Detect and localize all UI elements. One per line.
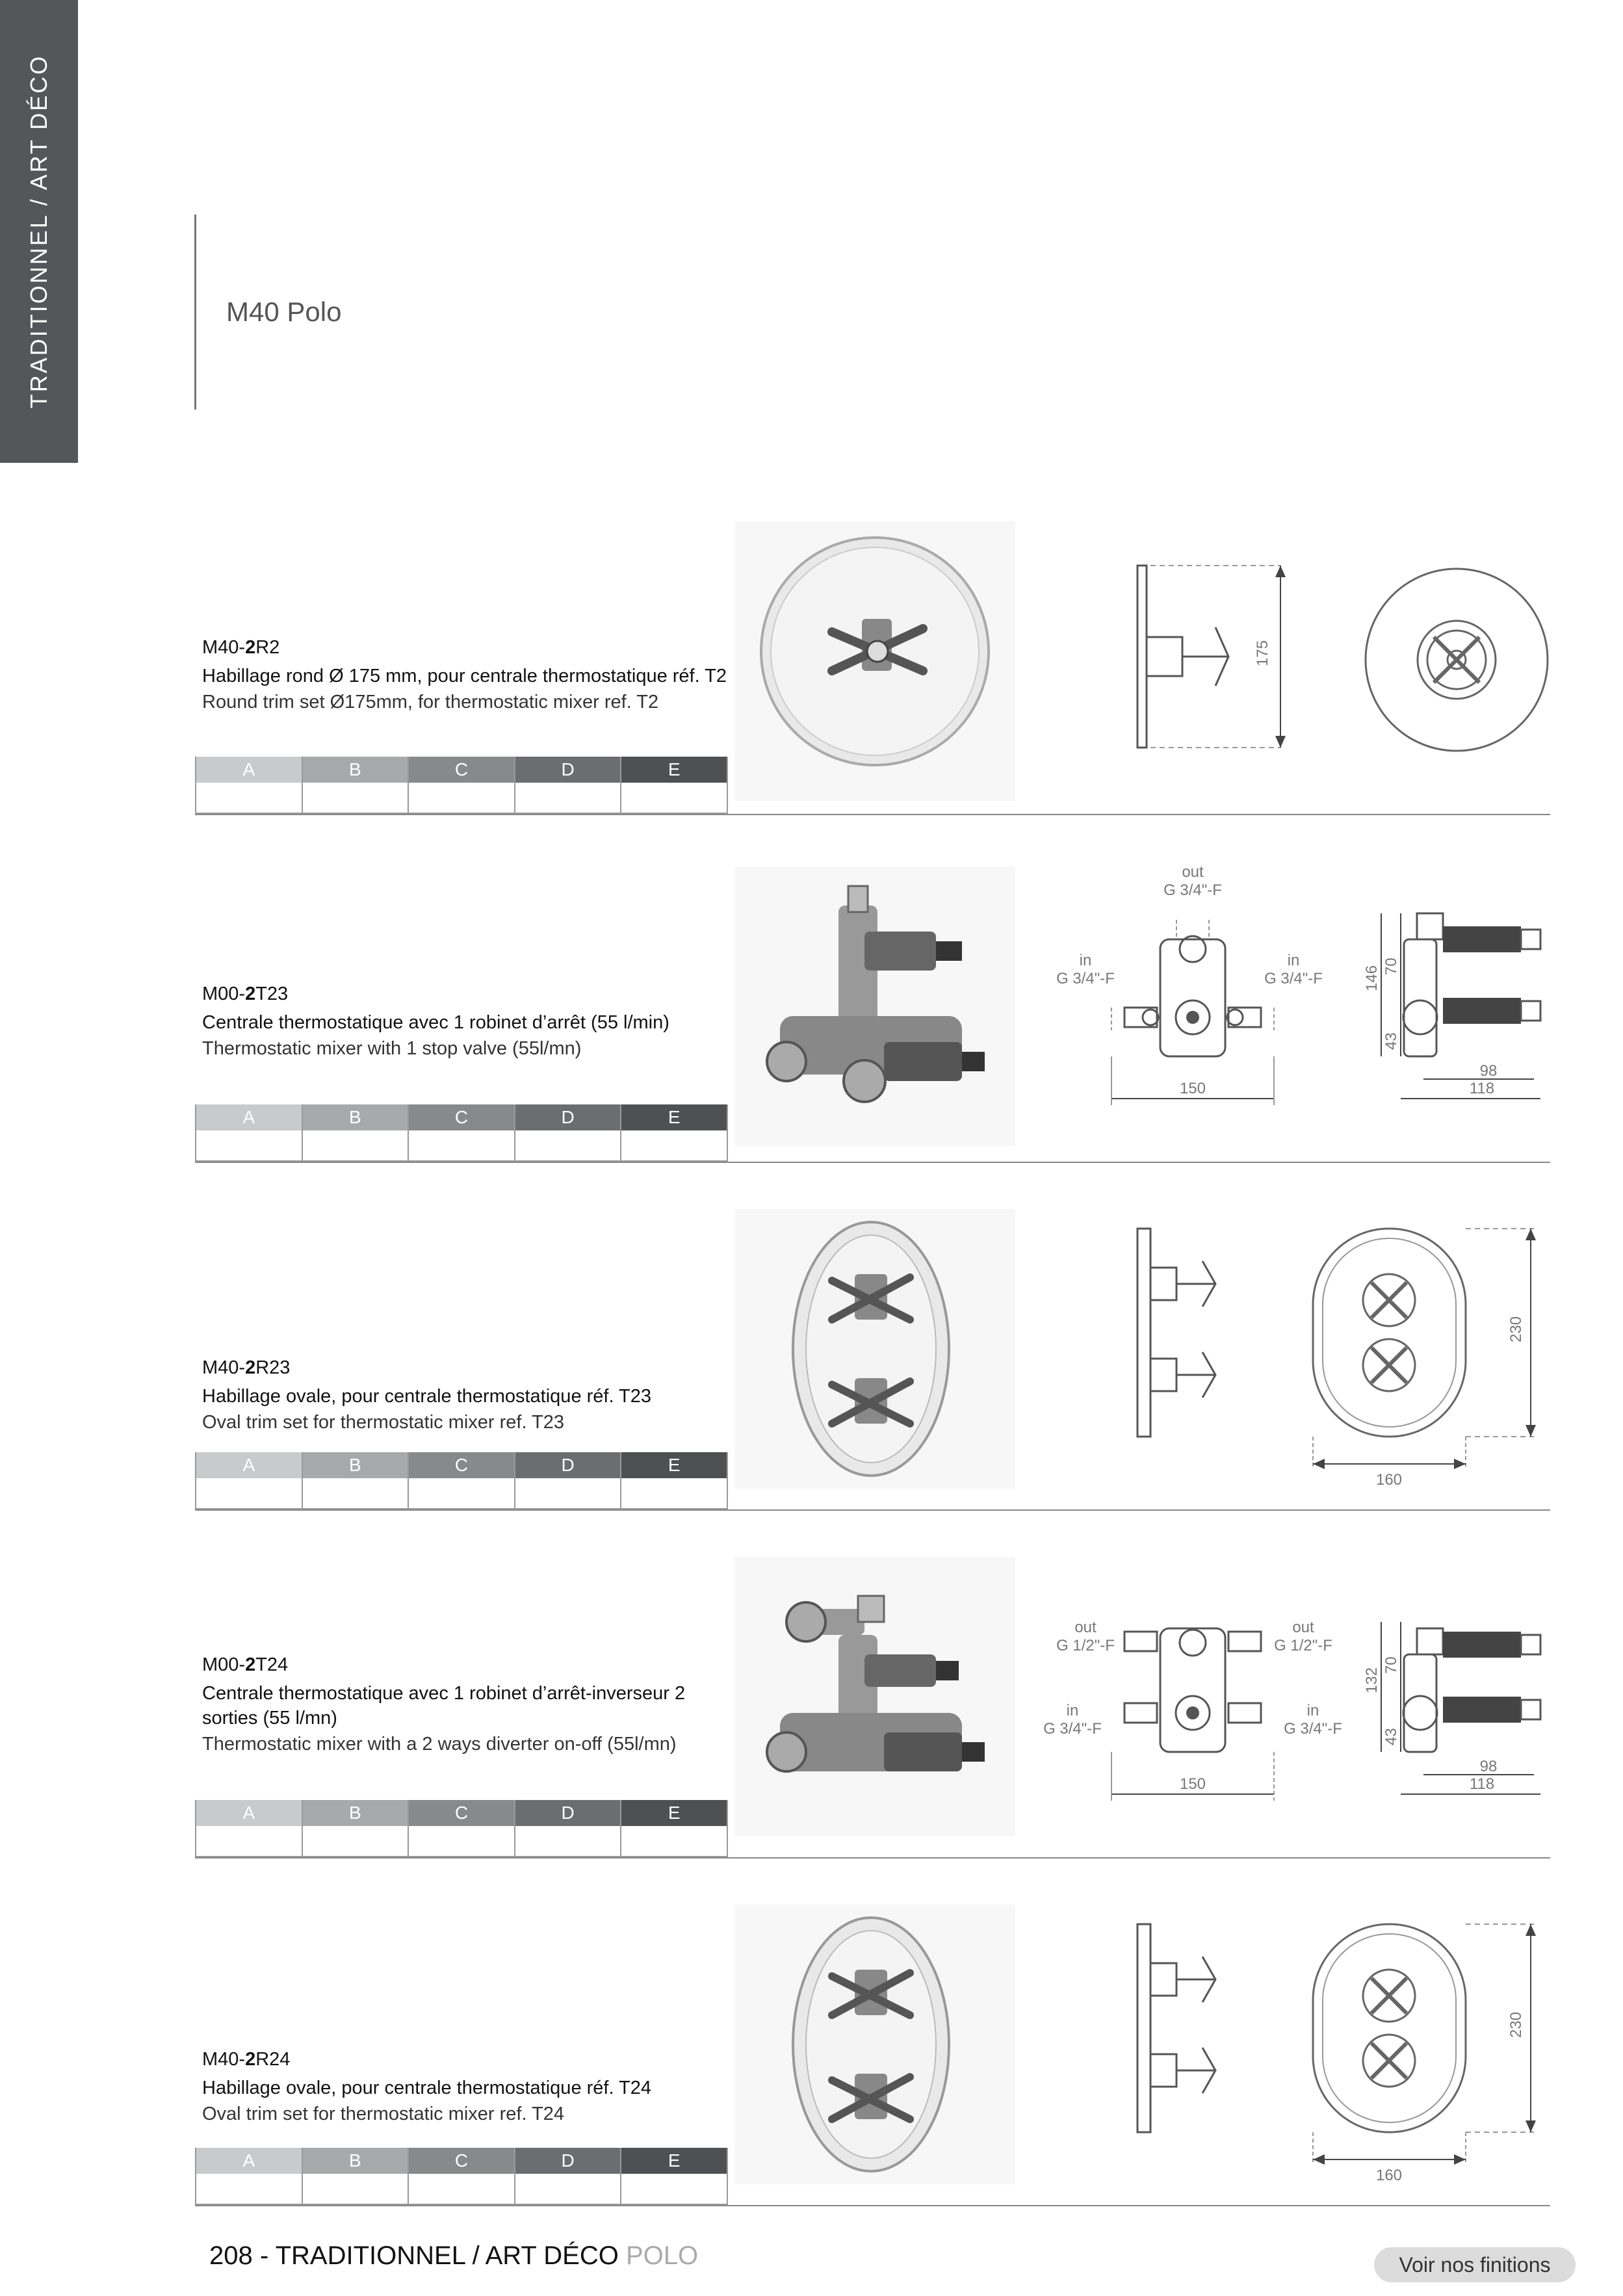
section-side-tab [0, 0, 78, 463]
dim-depth-inner: 98 [1479, 1062, 1498, 1080]
dim-width: 150 [1179, 1080, 1206, 1097]
front-drawing [1362, 566, 1551, 754]
product-code: M40-2R23 [202, 1357, 291, 1378]
finish-col-a: A [196, 1104, 302, 1130]
dim-in-left-thread: G 3/4"-F [1043, 1720, 1102, 1738]
footer-title: 208 - TRADITIONNEL / ART DÉCO POLO [209, 2241, 699, 2270]
technical-drawing [1040, 861, 1612, 1121]
product-photo [734, 1905, 1015, 2184]
dim-depth-outer: 118 [1469, 1080, 1495, 1097]
product-description-en: Oval trim set for thermostatic mixer ref. T24 [202, 2104, 565, 2124]
product-code: M40-2R2 [202, 637, 280, 658]
product-description-fr: Centrale thermostatique avec 1 robinet d’arrêt (55 l/min) [202, 1012, 669, 1033]
finish-col-a: A [196, 757, 302, 783]
product-info [202, 1654, 735, 1756]
finish-col-b: B [302, 2148, 409, 2174]
finish-col-c: C [408, 1104, 515, 1130]
finish-col-a: A [196, 1452, 302, 1478]
dim-in-right-thread: G 3/4"-F [1264, 970, 1323, 987]
dim-in-right-label: in [1306, 1702, 1319, 1719]
dim-in-left-thread: G 3/4"-F [1056, 970, 1115, 987]
dim-height-total: 132 [1363, 1667, 1381, 1693]
product-m00-2t24 [0, 1557, 1623, 1901]
dim-height: 230 [1507, 1316, 1525, 1342]
footer-section: TRADITIONNEL / ART DÉCO [275, 2241, 619, 2270]
product-separator [195, 1857, 1550, 1859]
finish-table [195, 757, 728, 814]
dim-out-left-label: out [1074, 1619, 1097, 1636]
product-info [202, 2049, 735, 2126]
side-drawing [1105, 559, 1293, 754]
dim-out-label: out [1182, 863, 1204, 881]
finish-col-e: E [621, 757, 727, 783]
finish-col-d: D [515, 1452, 621, 1478]
product-photo [734, 1557, 1015, 1836]
dim-depth-inner: 98 [1479, 1758, 1498, 1775]
finish-col-c: C [408, 1800, 515, 1826]
product-description-en: Oval trim set for thermostatic mixer ref. T23 [202, 1412, 565, 1433]
product-separator [195, 1162, 1550, 1163]
dim-height: 175 [1254, 640, 1271, 666]
dim-width: 160 [1375, 2167, 1403, 2184]
dim-out-left-thread: G 1/2"-F [1056, 1637, 1115, 1654]
dim-height-bottom: 43 [1383, 1728, 1400, 1745]
finish-col-b: B [302, 757, 409, 783]
dim-in-right-label: in [1287, 952, 1300, 969]
finish-col-c: C [408, 757, 515, 783]
dim-out-thread: G 3/4"-F [1163, 881, 1222, 899]
dim-in-right-thread: G 3/4"-F [1284, 1720, 1342, 1738]
product-description-fr: Habillage rond Ø 175 mm, pour centrale thermostatique réf. T2 [202, 666, 727, 686]
page-number: 208 [209, 2241, 253, 2270]
finish-col-a: A [196, 1800, 302, 1826]
technical-drawing [1105, 1222, 1623, 1495]
dim-width: 160 [1375, 1471, 1403, 1489]
finish-table [195, 1452, 728, 1509]
dim-height-total: 146 [1363, 965, 1381, 991]
finish-col-a: A [196, 2148, 302, 2174]
finish-col-e: E [621, 1104, 727, 1130]
dim-height: 230 [1507, 2011, 1525, 2038]
product-photo [734, 867, 1015, 1146]
dim-height-top: 70 [1383, 1656, 1400, 1674]
finish-col-b: B [302, 1104, 409, 1130]
dim-height-bottom: 43 [1383, 1032, 1400, 1050]
product-description-en: Thermostatic mixer with a 2 ways diverter on-off (55l/mn) [202, 1734, 677, 1755]
product-description-en: Round trim set Ø175mm, for thermostatic mixer ref. T2 [202, 692, 659, 712]
finish-table [195, 2148, 728, 2205]
finish-table [195, 1800, 728, 1857]
finish-col-d: D [515, 2148, 621, 2174]
dim-width: 150 [1179, 1775, 1206, 1793]
finish-col-d: D [515, 1800, 621, 1826]
product-description-fr: Centrale thermostatique avec 1 robinet d’arrêt-inverseur 2 sorties (55 l/mn) [202, 1683, 686, 1729]
product-m40-2r24 [0, 1905, 1623, 2249]
product-photo [734, 521, 1015, 801]
product-m00-2t23 [0, 861, 1623, 1206]
finish-col-e: E [621, 1452, 727, 1478]
title-rule [194, 215, 196, 410]
dim-height-top: 70 [1383, 958, 1400, 975]
product-m40-2r2 [0, 514, 1623, 858]
product-separator [195, 2205, 1550, 2206]
finish-col-d: D [515, 1104, 621, 1130]
dim-depth-outer: 118 [1469, 1775, 1495, 1793]
product-info [202, 637, 735, 714]
dim-in-left-label: in [1079, 952, 1092, 969]
footer-collection: POLO [625, 2241, 699, 2270]
product-description-fr: Habillage ovale, pour centrale thermostatique réf. T24 [202, 2078, 652, 2098]
dim-in-left-label: in [1066, 1702, 1079, 1719]
dim-out-right-label: out [1292, 1619, 1314, 1636]
finish-col-c: C [408, 1452, 515, 1478]
finish-col-e: E [621, 1800, 727, 1826]
product-separator [195, 814, 1550, 815]
finish-col-b: B [302, 1800, 409, 1826]
product-description-fr: Habillage ovale, pour centrale thermostatique réf. T23 [202, 1386, 652, 1407]
section-side-label: TRADITIONNEL / ART DÉCO [25, 54, 52, 409]
technical-drawing [1105, 1918, 1623, 2191]
product-code: M40-2R24 [202, 2049, 291, 2070]
product-info [202, 1357, 735, 1435]
product-description-en: Thermostatic mixer with 1 stop valve (55l/mn) [202, 1038, 582, 1059]
product-code: M00-2T23 [202, 984, 289, 1004]
finish-col-e: E [621, 2148, 727, 2174]
finish-col-d: D [515, 757, 621, 783]
product-code: M00-2T24 [202, 1654, 289, 1675]
technical-drawing [1040, 1557, 1612, 1817]
finish-table [195, 1104, 728, 1162]
product-info [202, 984, 735, 1061]
page-title: M40 Polo [226, 296, 342, 327]
product-separator [195, 1509, 1550, 1511]
finish-col-c: C [408, 2148, 515, 2174]
product-m40-2r23 [0, 1209, 1623, 1554]
product-photo [734, 1209, 1015, 1489]
finish-col-b: B [302, 1452, 409, 1478]
dim-out-right-thread: G 1/2"-F [1274, 1637, 1332, 1654]
voir-finitions-button[interactable]: Voir nos finitions [1374, 2247, 1576, 2282]
